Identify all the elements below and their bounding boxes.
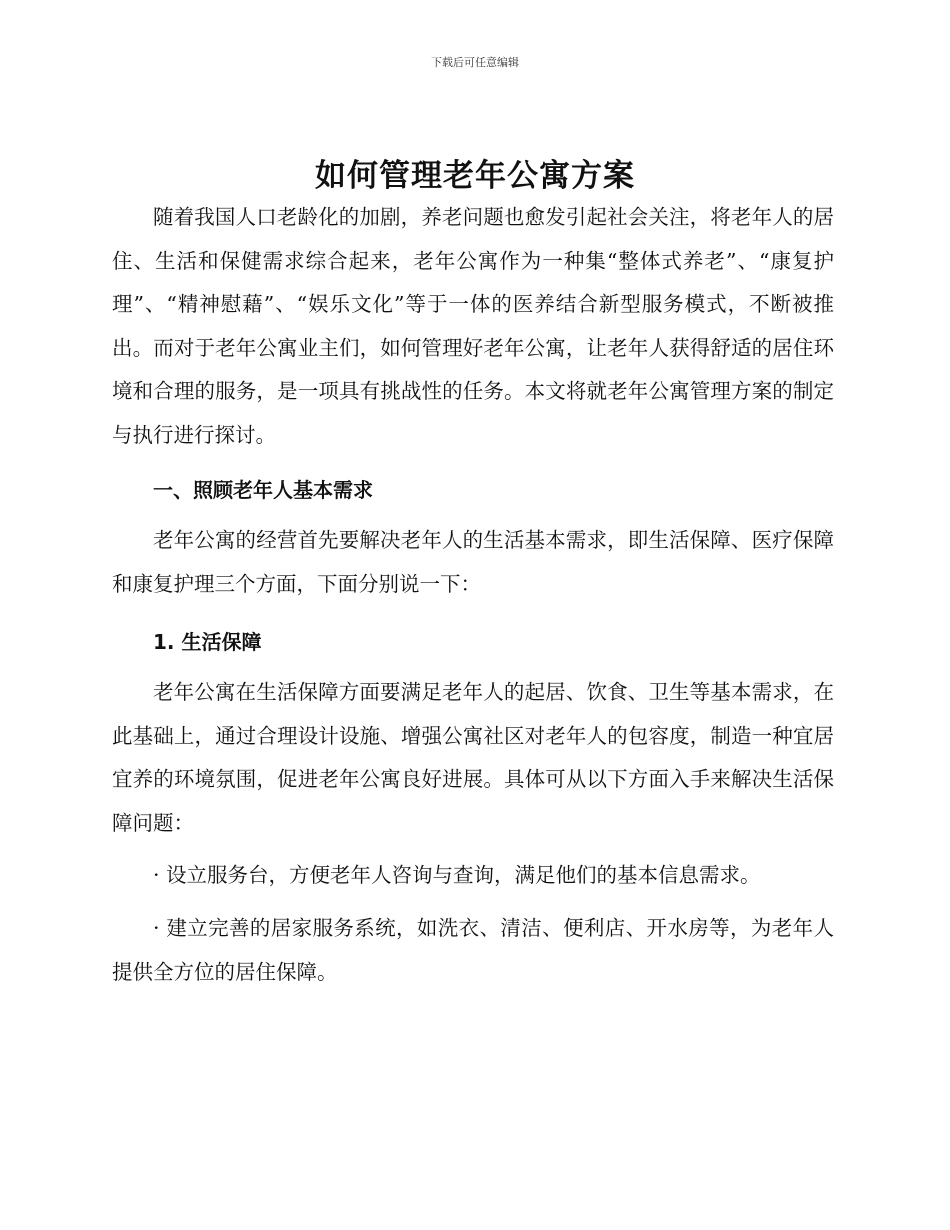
needs-paragraph: 老年公寓的经营首先要解决老年人的生活基本需求，即生活保障、医疗保障和康复护理三个方面，下面分别说一下： — [112, 528, 834, 596]
section-heading-basic-needs: 一、照顾老年人基本需求 — [153, 478, 373, 502]
subheading-living-support: 1. 生活保障 — [153, 630, 262, 654]
intro-paragraph: 随着我国人口老龄化的加剧，养老问题也愈发引起社会关注，将老年人的居住、生活和保健需求综合起来，老年公寓作为一种集“整体式养老”、“康复护理”、“精神慰藉”、“娱乐文化”等于一体的医养结合新型服务模式，不断被推出。而对于老年公寓业主们，如何管理好老年公寓，让老年人获得舒适的居住环境和合理的服务，是一项具有挑战性的任务。本文将就老年公寓管理方案的制定与执行进行探讨。 — [112, 205, 834, 447]
bullet-home-services: · 建立完善的居家服务系统，如洗衣、清洁、便利店、开水房等，为老年人提供全方位的居住保障。 — [112, 916, 834, 984]
living-support-paragraph: 老年公寓在生活保障方面要满足老年人的起居、饮食、卫生等基本需求，在此基础上，通过合理设计设施、增强公寓社区对老年人的包容度，制造一种宜居宜养的环境氛围，促进老年公寓良好进展。具体可从以下方面入手来解决生活保障问题： — [112, 680, 834, 835]
document-title: 如何管理老年公寓方案 — [315, 158, 635, 194]
page-header-note: 下载后可任意编辑 — [431, 56, 519, 69]
bullet-service-desk: · 设立服务台，方便老年人咨询与查询，满足他们的基本信息需求。 — [153, 863, 761, 887]
